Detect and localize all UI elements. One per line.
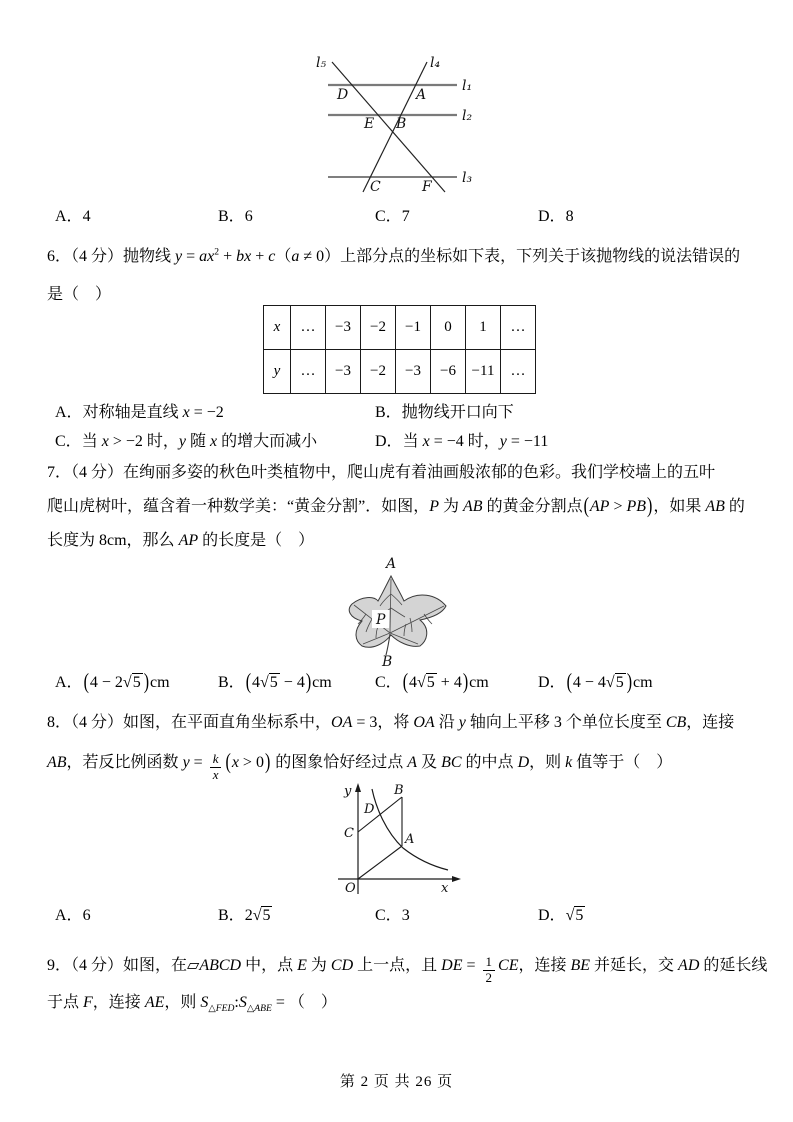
choice-label: D． [375, 433, 403, 450]
choice-text: √5 [565, 907, 584, 924]
choice-label: B． [375, 404, 402, 421]
q6-choice-d [375, 431, 548, 453]
label-point-p: P [376, 612, 386, 628]
q8-choice-d [538, 905, 585, 927]
table-cell: −11 [466, 350, 501, 394]
choice-label: D． [538, 208, 566, 225]
question-9-stem-line-1: 9．（4 分）如图，在▱ABCD 中，点 E 为 CD 上一点，且 DE = $\frac{1}{2}$ CE，连接 BE 并延长，交 AD 的延长线 [47, 954, 768, 985]
label-point-a: A [386, 556, 397, 572]
choice-label: A． [55, 208, 83, 225]
label-point-b: B [396, 116, 407, 132]
q6-choice-b [375, 402, 514, 424]
question-7-stem-line-1: 7．（4 分）在绚丽多姿的秋色叶类植物中，爬山虎有着油画般浓郁的色彩。我们学校墙上的五叶 [47, 464, 716, 481]
question-6-value-table [263, 305, 536, 394]
hyperbola-curve [372, 789, 448, 870]
label-point-a: A [416, 87, 427, 103]
choice-text: 6 [82, 907, 91, 924]
q8-choice-c [375, 905, 410, 927]
choice-label: D． [538, 674, 566, 691]
table-cell: … [501, 306, 536, 350]
table-cell: … [291, 306, 326, 350]
choice-text: 抛物线开口向下 [401, 404, 514, 421]
choice-text: (4 − 4√5 )cm [566, 670, 653, 694]
choice-text: 当 x = −4 时，y = −11 [402, 433, 549, 450]
choice-label: A． [55, 907, 83, 924]
table-cell: x [264, 306, 291, 350]
q7-choice-d [538, 672, 653, 694]
choice-text: (4√5 − 4)cm [245, 670, 332, 694]
label-l4: l₄ [430, 55, 441, 71]
table-cell: y [264, 350, 291, 394]
label-point-c: C [370, 179, 381, 195]
q5-choice-a [55, 206, 91, 228]
question-6-stem-line-2: 是（ ） [47, 286, 112, 303]
table-cell: −2 [361, 350, 396, 394]
q8-choice-b [218, 905, 272, 927]
choice-label: B． [218, 907, 245, 924]
table-cell: −6 [431, 350, 466, 394]
page-number-footer: 第 2 页 共 26 页 [339, 1074, 454, 1090]
choice-label: D． [538, 907, 566, 924]
q8-choice-a [55, 905, 91, 927]
question-9-stem-line-2: 于点 F，连接 AE，则 $S_{\triangle FED}:S_{\triangle ABE}$ = （ ） [47, 994, 337, 1015]
label-point-b: B [394, 783, 404, 798]
choice-text: 当 x > −2 时，y 随 x 的增大而减小 [81, 433, 318, 450]
choice-label: C． [375, 674, 402, 691]
q7-choice-c [375, 672, 489, 694]
label-point-e: E [364, 116, 375, 132]
q7-choice-a [55, 672, 170, 694]
question-8-figure [334, 782, 466, 898]
choice-text: 对称轴是直线 x = −2 [82, 404, 224, 421]
label-y-axis: y [344, 784, 352, 799]
segment-oa [358, 846, 402, 879]
label-l5: l₅ [316, 55, 327, 71]
q5-choice-d [538, 206, 574, 228]
question-6-choices-cd [0, 431, 793, 461]
choice-text: 6 [244, 208, 253, 225]
table-row-y [264, 350, 536, 394]
q5-choice-b [218, 206, 253, 228]
transversal-line-l5 [332, 62, 445, 192]
choice-text: 3 [401, 907, 410, 924]
label-origin: O [345, 881, 356, 896]
label-x-axis: x [441, 881, 449, 896]
q6-choice-c [55, 431, 317, 453]
question-8-stem-line-2: AB，若反比例函数 y = $\frac{k}{x}$ (x > 0) 的图象恰好经过点 A 及 BC 的中点 D，则 k 值等于（ ） [47, 750, 673, 782]
q7-choice-b [218, 672, 332, 694]
choice-label: B． [218, 674, 245, 691]
table-cell: … [501, 350, 536, 394]
question-7-choices [0, 672, 793, 702]
table-cell: −1 [396, 306, 431, 350]
label-l2: l₂ [462, 108, 473, 124]
label-point-d: D [337, 87, 349, 103]
choice-text: 8 [565, 208, 574, 225]
label-l1: l₁ [462, 78, 473, 94]
choice-text: (4√5 + 4)cm [402, 670, 489, 694]
question-6-stem-line-1: 6．（4 分）抛物线 $y = ax^2$ + bx + c（a ≠ 0）上部分点的坐标如下表，下列关于该抛物线的说法错误的 [47, 246, 741, 265]
y-axis-arrow [355, 783, 361, 792]
x-axis-arrow [452, 876, 461, 882]
choice-text: 4 [82, 208, 91, 225]
choice-label: C． [375, 907, 402, 924]
q6-choice-a [55, 402, 224, 424]
table-cell: … [291, 350, 326, 394]
table-cell: 0 [431, 306, 466, 350]
question-5-figure [310, 52, 495, 200]
table-cell: 1 [466, 306, 501, 350]
label-point-c: C [344, 826, 354, 841]
label-l3: l₃ [462, 170, 473, 186]
choice-label: C． [375, 208, 402, 225]
question-8-stem-line-1: 8．（4 分）如图，在平面直角坐标系中，OA = 3，将 OA 沿 y 轴向上平移 3 个单位长度至 CB，连接 [47, 714, 735, 731]
question-6-choices-ab [0, 402, 793, 432]
question-7-stem-line-2: 爬山虎树叶，蕴含着一种数学美：“黄金分割”．如图，P 为 AB 的黄金分割点(AP > PB)，如果 AB 的 [47, 494, 745, 518]
q5-choice-c [375, 206, 410, 228]
table-cell: −3 [326, 350, 361, 394]
choice-text: (4 − 2√5 )cm [83, 670, 170, 694]
choice-label: A． [55, 674, 83, 691]
table-cell: −3 [326, 306, 361, 350]
table-cell: −3 [396, 350, 431, 394]
label-point-d: D [364, 802, 375, 817]
choice-label: C． [55, 433, 82, 450]
question-7-stem-line-3: 长度为 8cm，那么 AP 的长度是（ ） [47, 532, 315, 549]
label-point-a: A [405, 832, 415, 847]
choice-text: 2√5 [244, 907, 271, 924]
choice-label: B． [218, 208, 245, 225]
choice-text: 7 [401, 208, 410, 225]
table-row-x [264, 306, 536, 350]
table-cell: −2 [361, 306, 396, 350]
question-7-leaf-figure [338, 556, 460, 670]
label-point-f: F [422, 179, 432, 195]
question-5-choices [0, 206, 793, 236]
choice-label: A． [55, 404, 83, 421]
label-point-b: B [382, 654, 393, 670]
question-8-choices [0, 905, 793, 935]
leaf-outline [349, 576, 446, 647]
